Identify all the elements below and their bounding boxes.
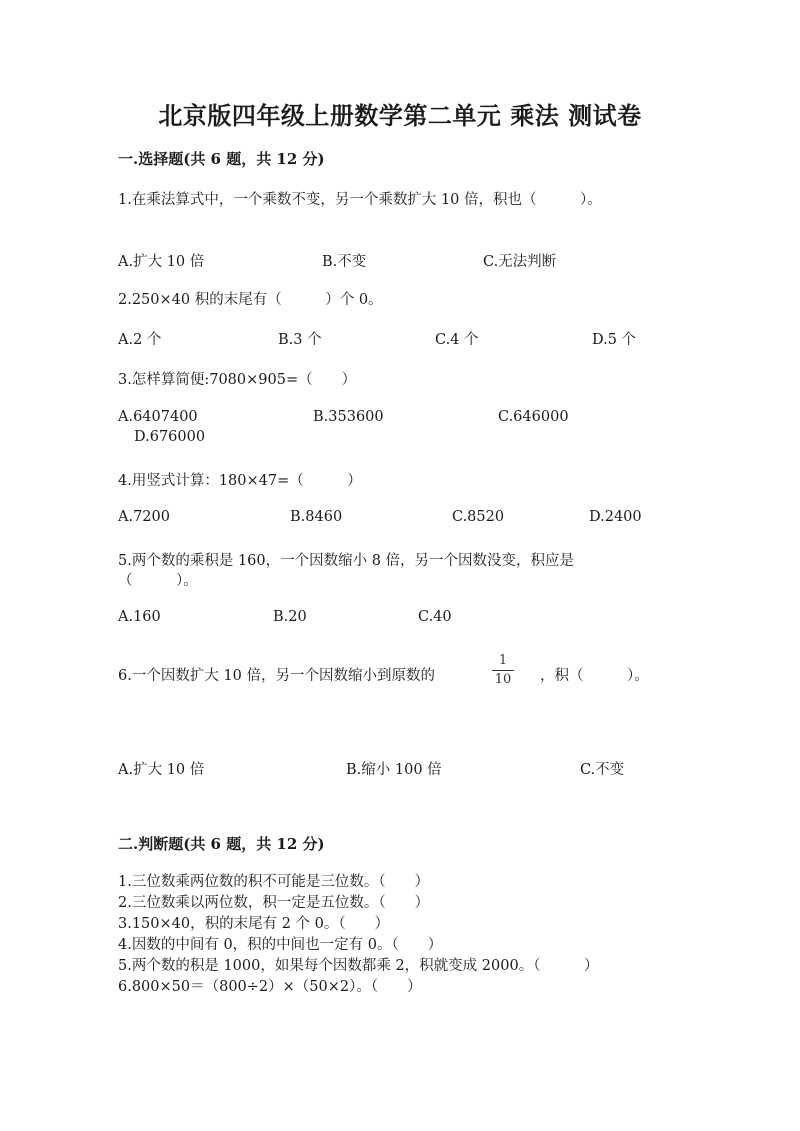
q2-option-d[interactable]: D.5 个 — [592, 332, 637, 348]
q2-option-c[interactable]: C.4 个 — [435, 332, 479, 348]
question-6-text-after: ，积（ ）。 — [540, 668, 649, 684]
q1-option-a[interactable]: A.扩大 10 倍 — [118, 254, 205, 270]
fraction-bar — [492, 670, 514, 671]
judge-item-2: 2.三位数乘以两位数，积一定是五位数。（ ） — [118, 895, 430, 911]
question-3: 3.怎样算简便:7080×905=（ ） — [118, 372, 357, 388]
section-heading-judgement: 二.判断题(共 6 题，共 12 分) — [118, 835, 325, 853]
q4-option-b[interactable]: B.8460 — [290, 509, 343, 525]
q6-option-a[interactable]: A.扩大 10 倍 — [118, 762, 205, 778]
q3-option-a[interactable]: A.6407400 — [118, 409, 198, 425]
q6-option-b[interactable]: B.缩小 100 倍 — [346, 762, 442, 778]
q2-option-a[interactable]: A.2 个 — [118, 332, 162, 348]
q3-option-d[interactable]: D.676000 — [134, 429, 206, 445]
q5-option-a[interactable]: A.160 — [118, 609, 161, 625]
q4-option-a[interactable]: A.7200 — [118, 509, 170, 525]
q6-option-c[interactable]: C.不变 — [580, 762, 625, 778]
fraction-one-tenth — [492, 654, 514, 687]
q5-option-c[interactable]: C.40 — [418, 609, 452, 625]
q2-option-b[interactable]: B.3 个 — [278, 332, 322, 348]
judge-item-1: 1.三位数乘两位数的积不可能是三位数。（ ） — [118, 874, 430, 890]
q1-option-b[interactable]: B.不变 — [322, 254, 367, 270]
q4-option-d[interactable]: D.2400 — [589, 509, 642, 525]
judge-item-4: 4.因数的中间有 0，积的中间也一定有 0。（ ） — [118, 937, 443, 953]
judge-item-6: 6.800×50＝（800÷2）×（50×2）。（ ） — [118, 979, 422, 995]
judge-item-3: 3.150×40，积的末尾有 2 个 0。（ ） — [118, 916, 390, 932]
q1-option-c[interactable]: C.无法判断 — [483, 254, 557, 270]
q3-option-c[interactable]: C.646000 — [498, 409, 569, 425]
q3-option-b[interactable]: B.353600 — [313, 409, 384, 425]
question-1: 1.在乘法算式中，一个乘数不变，另一个乘数扩大 10 倍，积也（ ）。 — [118, 192, 602, 208]
question-2: 2.250×40 积的末尾有（ ）个 0。 — [118, 292, 383, 308]
question-6-text: 6.一个因数扩大 10 倍，另一个因数缩小到原数的 — [118, 668, 436, 684]
question-5-line-1: 5.两个数的乘积是 160，一个因数缩小 8 倍，另一个因数没变，积应是 — [118, 553, 575, 569]
page-title: 北京版四年级上册数学第二单元 乘法 测试卷 — [158, 101, 642, 130]
q4-option-c[interactable]: C.8520 — [452, 509, 505, 525]
section-heading-choice: 一.选择题(共 6 题，共 12 分) — [118, 150, 325, 168]
judge-item-5: 5.两个数的积是 1000，如果每个因数都乘 2，积就变成 2000。（ ） — [118, 958, 599, 974]
q5-option-b[interactable]: B.20 — [273, 609, 307, 625]
fraction-numerator: 1 — [498, 653, 508, 668]
fraction-denominator: 10 — [494, 672, 512, 687]
question-5-line-2: （ ）。 — [118, 573, 198, 589]
question-4: 4.用竖式计算：180×47=（ ） — [118, 473, 362, 489]
